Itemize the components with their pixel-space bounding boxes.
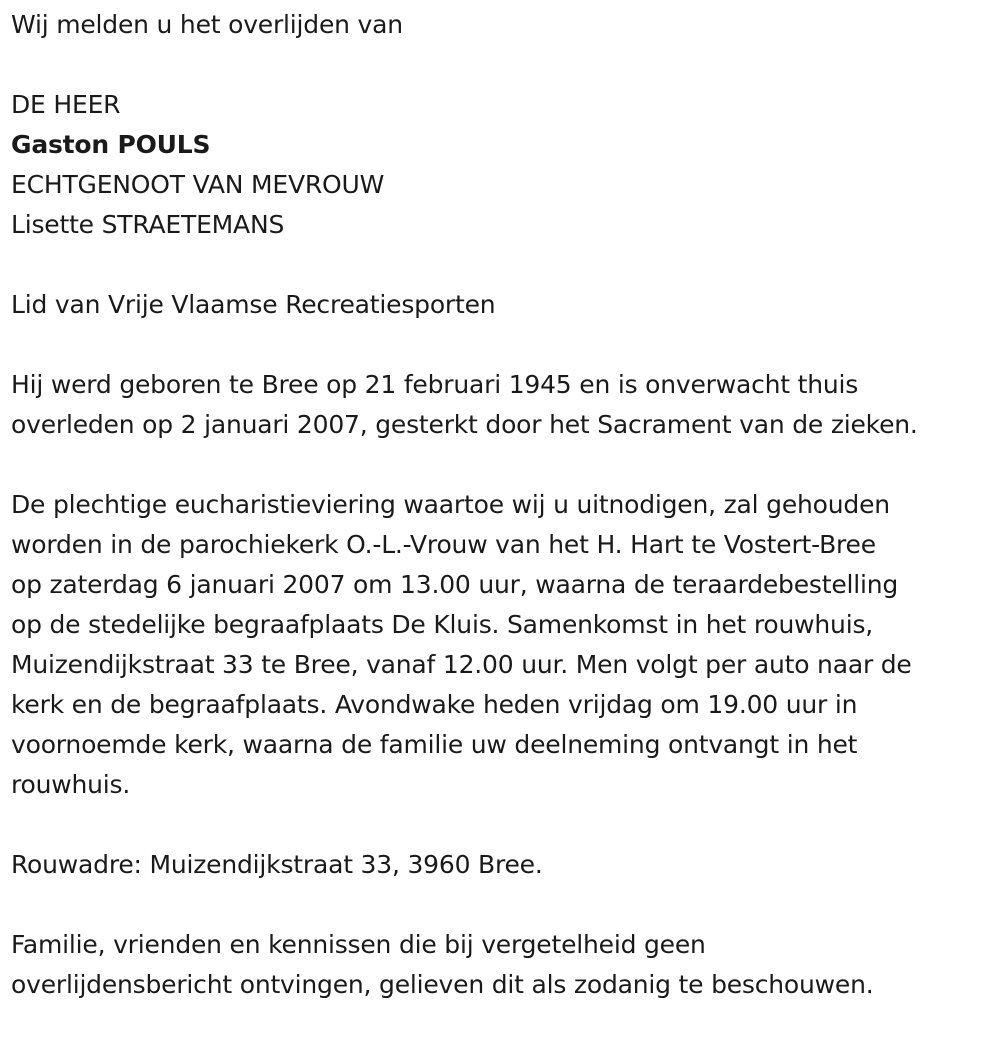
obituary-notice — [11, 5, 991, 1005]
paragraph-line: overlijdensbericht ontvingen, gelieven dit als zodanig te beschouwen. — [11, 970, 874, 999]
membership-text: Lid van Vrije Vlaamse Recreatiesporten — [11, 290, 496, 319]
birth-death-paragraph — [11, 365, 991, 445]
intro-text: Wij melden u het overlijden van — [11, 10, 403, 39]
paragraph-line: voornoemde kerk, waarna de familie uw deelneming ontvangt in het — [11, 730, 858, 759]
spacer — [11, 805, 991, 845]
spacer — [11, 245, 991, 285]
spacer — [11, 45, 991, 85]
spouse-name: Lisette STRAETEMANS — [11, 210, 285, 239]
spacer — [11, 445, 991, 485]
paragraph-line: Familie, vrienden en kennissen die bij vergetelheid geen — [11, 930, 706, 959]
paragraph-line: Muizendijkstraat 33 te Bree, vanaf 12.00 uur. Men volgt per auto naar de — [11, 650, 912, 679]
paragraph-line: op zaterdag 6 januari 2007 om 13.00 uur, waarna de teraardebestelling — [11, 570, 899, 599]
paragraph-line: op de stedelijke begraafplaats De Kluis. Samenkomst in het rouwhuis, — [11, 610, 874, 639]
spouse-label: ECHTGENOOT VAN MEVROUW — [11, 170, 385, 199]
deceased-name: Gaston POULS — [11, 130, 211, 159]
honorific: DE HEER — [11, 90, 121, 119]
closing-paragraph — [11, 925, 991, 1005]
mourning-address: Rouwadre: Muizendijkstraat 33, 3960 Bree. — [11, 850, 543, 879]
paragraph-line: worden in de parochiekerk O.-L.-Vrouw van het H. Hart te Vostert-Bree — [11, 530, 876, 559]
paragraph-line: Hij werd geboren te Bree op 21 februari 1945 en is onverwacht thuis — [11, 370, 859, 399]
spacer — [11, 325, 991, 365]
paragraph-line: overleden op 2 januari 2007, gesterkt door het Sacrament van de zieken. — [11, 410, 918, 439]
ceremony-paragraph — [11, 485, 991, 805]
spacer — [11, 885, 991, 925]
paragraph-line: De plechtige eucharistieviering waartoe wij u uitnodigen, zal gehouden — [11, 490, 890, 519]
paragraph-line: rouwhuis. — [11, 770, 131, 799]
paragraph-line: kerk en de begraafplaats. Avondwake heden vrijdag om 19.00 uur in — [11, 690, 858, 719]
